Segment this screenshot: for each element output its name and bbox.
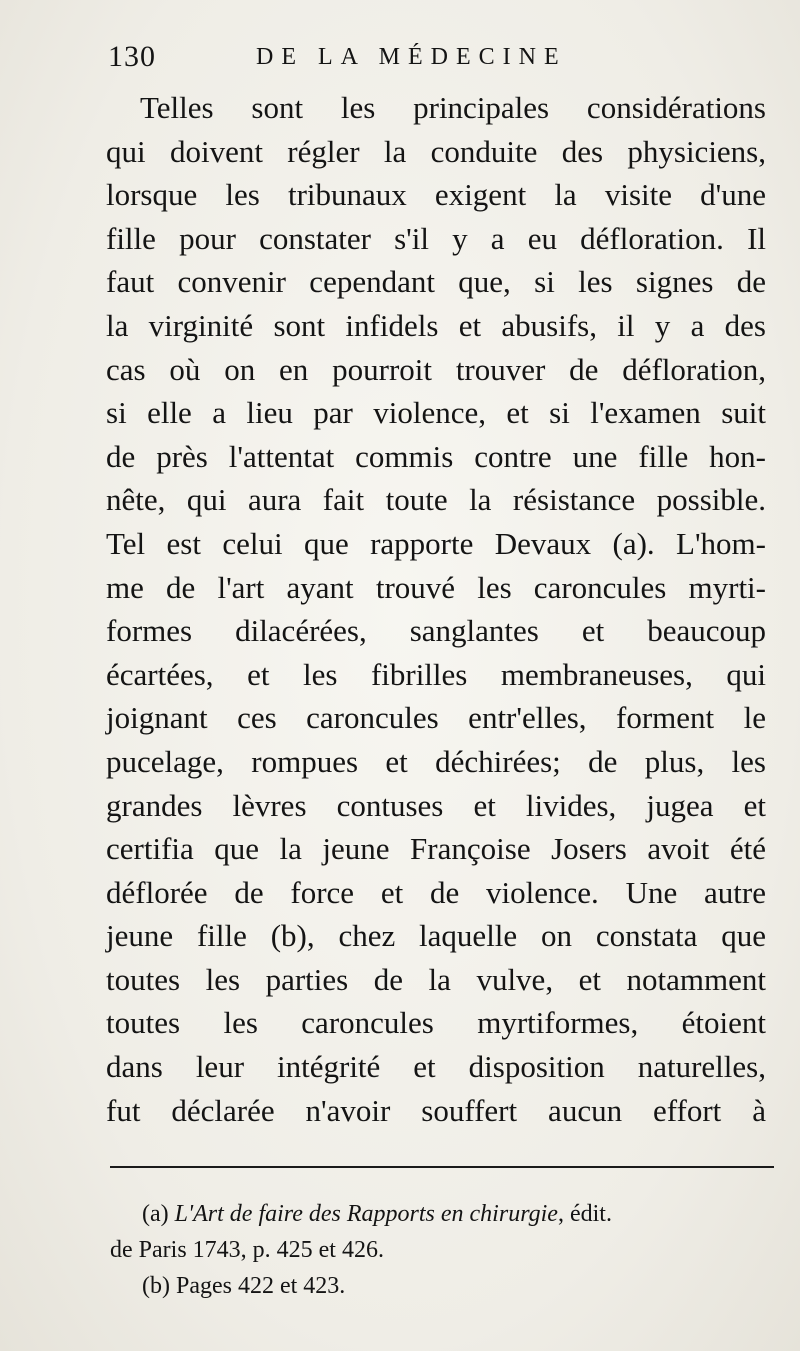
text-line: la virginité sont infidels et abusifs, il y a des: [106, 307, 766, 343]
footnotes: [110, 1196, 770, 1304]
text-line: Telles sont les principales considérations: [140, 90, 766, 125]
footnote-b: [110, 1268, 770, 1304]
text-line: fille pour constater s'il y a eu défloration. Il: [106, 220, 766, 256]
footnote-a-continued: de Paris 1743, p. 425 et 426.: [110, 1237, 384, 1263]
text-line: si elle a lieu par violence, et si l'examen suit: [106, 395, 766, 431]
running-head: DE LA MÉDECINE: [256, 44, 567, 70]
text-line: jeune fille (b), chez laquelle on constata que: [106, 918, 766, 954]
text-line: grandes lèvres contuses et livides, jugea et: [106, 787, 766, 823]
text-line: lorsque les tribunaux exigent la visite d'une: [106, 177, 766, 213]
text-line: formes dilacérées, sanglantes et beaucoup: [106, 613, 766, 649]
text-line: de près l'attentat commis contre une fille hon-: [106, 438, 766, 474]
text-line: déflorée de force et de violence. Une autre: [106, 874, 766, 910]
text-line: fut déclarée n'avoir souffert aucun effort à: [106, 1092, 766, 1128]
body-text: [106, 86, 766, 1132]
text-line: pucelage, rompues et déchirées; de plus, les: [106, 743, 766, 779]
text-line: Tel est celui que rapporte Devaux (a). L'hom-: [106, 525, 766, 561]
footnote-a-title: L'Art de faire des Rapports en chirurgie: [174, 1201, 558, 1227]
footnote-b-marker: (b): [142, 1273, 170, 1299]
text-line: qui doivent régler la conduite des physiciens,: [106, 133, 766, 169]
text-line: certifia que la jeune Françoise Josers avoit été: [106, 831, 766, 867]
text-line: toutes les caroncules myrtiformes, étoient: [106, 1005, 766, 1041]
footnote-a: [110, 1196, 770, 1232]
text-line: nête, qui aura fait toute la résistance possible.: [106, 482, 766, 518]
page-number: 130: [108, 40, 156, 73]
text-line: faut convenir cependant que, si les signes de: [106, 264, 766, 300]
text-line: cas où on en pourroit trouver de défloration,: [106, 351, 766, 387]
footnote-rule: [110, 1166, 774, 1168]
text-line: toutes les parties de la vulve, et notamment: [106, 961, 766, 997]
text-line: joignant ces caroncules entr'elles, forment le: [106, 700, 766, 736]
text-line: me de l'art ayant trouvé les caroncules myrti-: [106, 569, 766, 605]
text-line: écartées, et les fibrilles membraneuses, qui: [106, 656, 766, 692]
footnote-a-rest: , édit.: [557, 1201, 612, 1227]
text-line: dans leur intégrité et disposition naturelles,: [106, 1049, 766, 1085]
footnote-b-text: Pages 422 et 423.: [175, 1273, 346, 1299]
footnote-a-marker: (a): [142, 1201, 169, 1227]
page-header: [108, 40, 668, 80]
